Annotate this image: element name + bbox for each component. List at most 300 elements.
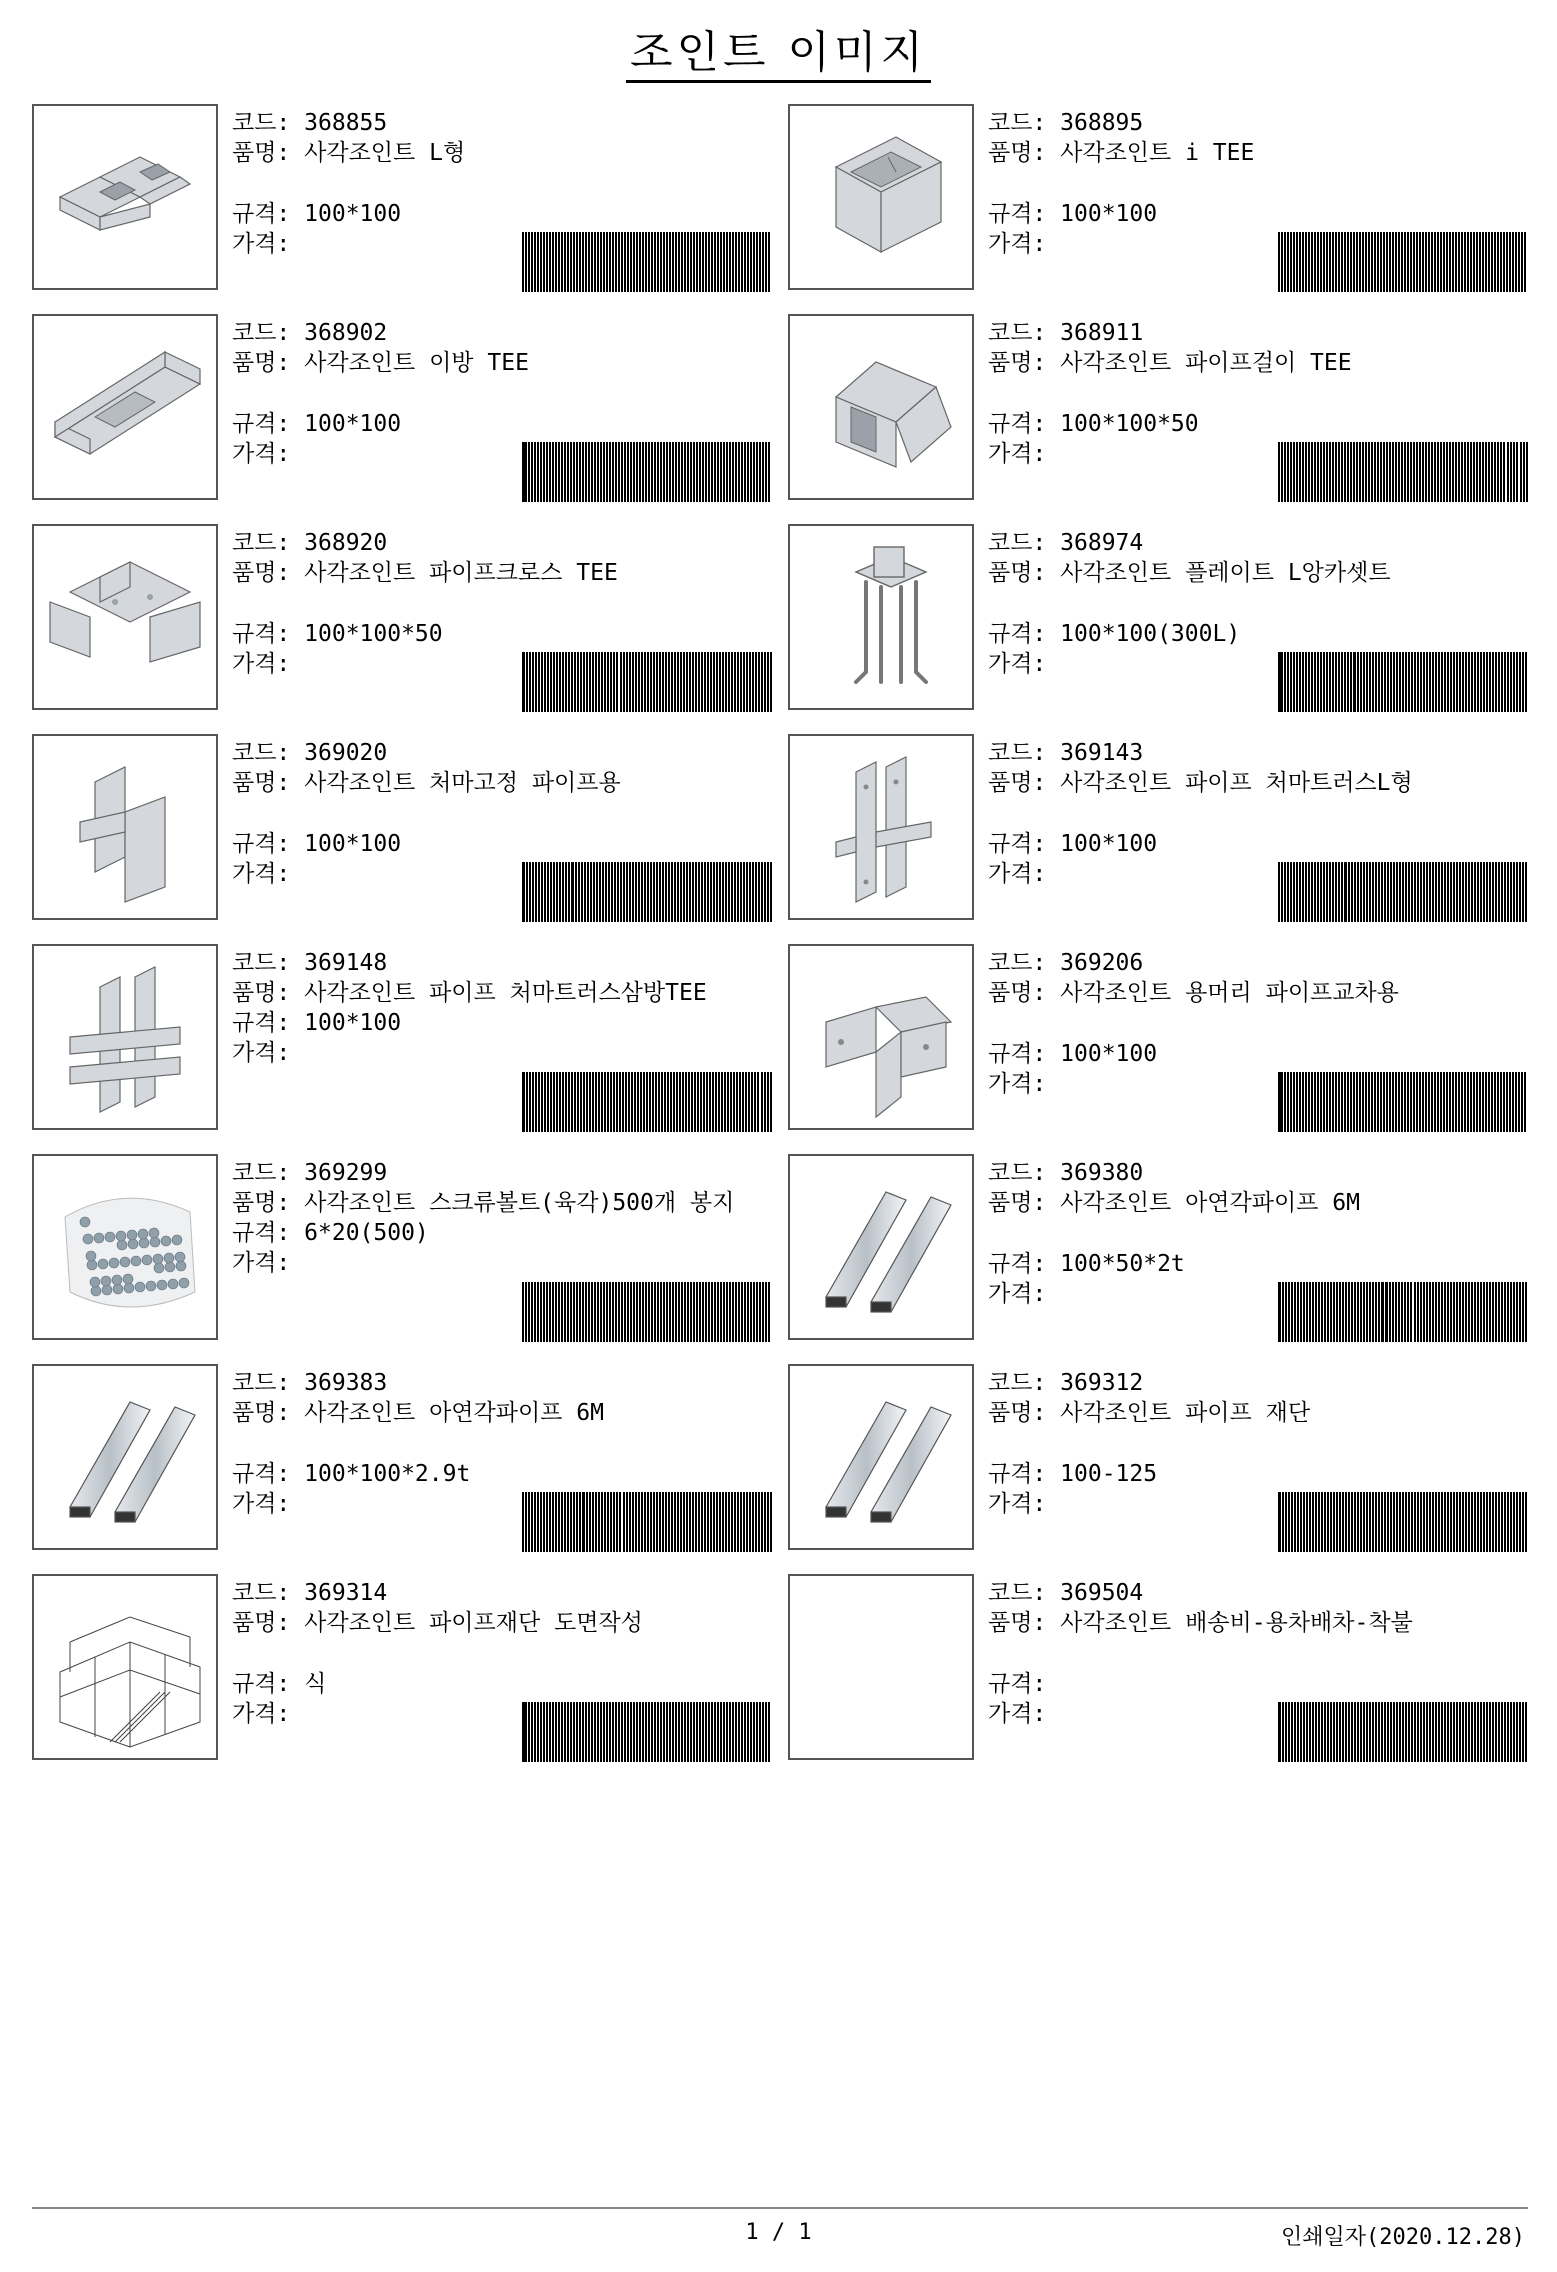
barcode-bar [1480,1282,1482,1342]
product-image [788,734,974,920]
barcode-bar [1314,1072,1316,1132]
spec-label: 규격: [988,1251,1047,1277]
barcode-bar [1384,652,1386,712]
barcode-bar [1401,442,1403,502]
barcode-bar [707,862,709,922]
barcode-bar [1330,1702,1332,1762]
barcode-bar [1471,652,1473,712]
barcode-bar [591,1702,593,1762]
barcode-bar [735,1282,737,1342]
barcode-bar [1317,1072,1319,1132]
barcode-bar [1483,862,1485,922]
barcode-bar [1369,1492,1371,1552]
barcode-bar [576,232,578,292]
barcode-bar [529,862,531,922]
barcode-bar [1338,862,1340,922]
barcode-bar [1303,1282,1305,1342]
name-label: 품명: [232,1190,291,1216]
barcode-bar [1344,862,1347,922]
barcode-bar [1492,1282,1494,1342]
barcode-bar [1504,652,1506,712]
barcode-bar [701,862,703,922]
barcode-bar [1300,1492,1302,1552]
price-label: 가격: [988,1701,1047,1727]
barcode-bar [1473,232,1475,292]
barcode-bar [1470,442,1472,502]
barcode-bar [762,1282,764,1342]
barcode-bar [1390,652,1392,712]
barcode-bar [573,1702,575,1762]
barcode-bar [1345,1282,1347,1342]
barcode-bar [1323,862,1325,922]
barcode-bar [1435,1282,1437,1342]
barcode-bar [1356,442,1358,502]
barcode-bar [695,652,697,712]
barcode-bar [629,652,631,712]
barcode-bar [1453,1702,1455,1762]
barcode-bar [1455,1072,1457,1132]
spec-value: 100*100 [1060,201,1158,227]
barcode-bar [1342,1702,1344,1762]
barcode-bar [662,862,664,922]
barcode-bar [654,442,656,502]
barcode-bar [1435,862,1437,922]
barcode-bar [1405,1702,1407,1762]
barcode-bar [526,862,528,922]
spec-value: 100*100 [304,831,402,857]
barcode-bar [1326,652,1328,712]
barcode-bar [733,1072,735,1132]
barcode-bar [522,862,525,922]
barcode [522,652,772,712]
barcode-bar [1491,442,1493,502]
barcode-bar [525,1282,527,1342]
barcode-bar [765,1282,767,1342]
barcode-bar [1402,1492,1404,1552]
barcode-bar [612,232,614,292]
barcode-bar [537,232,539,292]
barcode-bar [1429,1702,1431,1762]
barcode-bar [1425,232,1427,292]
price-label: 가격: [988,441,1047,467]
code-value: 369299 [304,1160,388,1186]
barcode-bar [1347,652,1349,712]
barcode-bar [600,1282,602,1342]
barcode-bar [690,1282,692,1342]
barcode [1278,442,1528,502]
code-row [988,1158,1528,1188]
barcode-bar [1336,1492,1338,1552]
spec-row [232,199,772,229]
barcode-bar [1444,1492,1446,1552]
barcode-bar [721,1072,723,1132]
barcode-bar [591,442,593,502]
barcode-bar [1405,652,1407,712]
barcode-bar [1353,652,1356,712]
barcode-bar [1311,652,1313,712]
barcode-bar [1503,1072,1505,1132]
barcode-bar [1468,1702,1470,1762]
barcode-bar [1284,1072,1286,1132]
product-item [32,1574,772,1764]
barcode-bar [1357,1282,1359,1342]
barcode-bar [1318,1492,1320,1552]
barcode-bar [1428,442,1430,502]
barcode-bar [1462,862,1464,922]
name-label: 품명: [988,560,1047,586]
barcode-bar [639,1282,641,1342]
barcode-bar [561,1282,563,1342]
barcode-bar [538,1072,540,1132]
barcode-bar [672,232,674,292]
barcode-bar [1458,442,1460,502]
barcode-bar [744,232,746,292]
barcode-bar [579,1282,581,1342]
product-image [32,314,218,500]
barcode-bar [1302,442,1304,502]
barcode-bar [635,652,637,712]
barcode-bar [1447,1282,1449,1342]
barcode-bar [1341,652,1343,712]
barcode-bar [632,862,634,922]
spec-label: 규격: [988,1041,1047,1067]
barcode-bar [1312,1702,1314,1762]
barcode-bar [624,232,626,292]
barcode-bar [586,1072,588,1132]
barcode-bar [636,232,638,292]
l-joint-icon [40,112,210,282]
barcode-bar [1422,442,1424,502]
spec-value: 6*20(500) [304,1220,429,1246]
barcode-bar [606,1702,608,1762]
name-value: 사각조인트 처마고정 파이프용 [304,770,621,796]
barcode-bar [725,862,727,922]
barcode-bar [1341,1072,1343,1132]
barcode-bar [1297,1702,1299,1762]
barcode-bar [680,652,682,712]
barcode-bar [668,1492,670,1552]
barcode-bar [1429,652,1431,712]
barcode-bar [726,1702,728,1762]
barcode-bar [699,232,701,292]
barcode-bar [1525,1492,1527,1552]
barcode-bar [1380,232,1382,292]
barcode-bar [570,1702,572,1762]
barcode-bar [690,232,692,292]
barcode-bar [1401,1282,1403,1342]
barcode-bar [1321,1492,1323,1552]
barcode-bar [1414,862,1416,922]
barcode-bar [555,232,557,292]
barcode-bar [1296,1072,1298,1132]
barcode-bar [647,652,649,712]
barcode-bar [564,442,566,502]
barcode-bar [636,442,638,502]
barcode-bar [1278,652,1283,712]
barcode-bar [1516,1492,1518,1552]
name-label: 품명: [988,140,1047,166]
barcode-bar [678,1282,680,1342]
barcode [522,862,772,922]
barcode-bar [1420,1702,1422,1762]
barcode-bar [681,1282,683,1342]
barcode-bar [620,862,622,922]
barcode-bar [1308,1072,1310,1132]
barcode-bar [677,652,679,712]
barcode-bar [716,1492,718,1552]
barcode-bar [1404,232,1406,292]
product-image [788,524,974,710]
barcode-bar [1359,232,1361,292]
barcode-bar [1278,442,1280,502]
barcode-bar [1441,652,1443,712]
barcode-bar [759,1282,761,1342]
barcode-bar [1523,442,1525,502]
barcode-bar [1516,1702,1518,1762]
barcode-bar [712,1072,714,1132]
barcode-bar [1368,232,1370,292]
barcode-bar [687,1702,689,1762]
barcode-bar [1285,1282,1287,1342]
barcode-bar [642,1282,644,1342]
barcode-bar [659,862,661,922]
spec-value: 100*100 [304,411,402,437]
barcode-bar [740,862,742,922]
barcode-bar [621,442,623,502]
barcode-bar [723,232,725,292]
code-row [232,948,772,978]
barcode-bar [1296,442,1298,502]
barcode-bar [1309,1492,1311,1552]
barcode-bar [684,1282,686,1342]
barcode-bar [1386,232,1388,292]
barcode-bar [1374,1072,1376,1132]
barcode-bar [1324,1702,1326,1762]
barcode-bar [1489,1282,1491,1342]
barcode-bar [1285,1702,1287,1762]
barcode-bar [1389,232,1391,292]
barcode-bar [1399,862,1401,922]
barcode-bar [1419,442,1421,502]
barcode-bar [591,1282,593,1342]
barcode-bar [682,1072,684,1132]
barcode [522,232,772,292]
barcode-bar [639,442,641,502]
barcode-bar [612,1702,614,1762]
barcode-bar [1278,232,1280,292]
barcode-bar [1510,652,1512,712]
barcode-bar [1378,1702,1380,1762]
barcode-bar [1288,1702,1290,1762]
barcode-bar [654,1702,656,1762]
barcode-bar [1402,1702,1404,1762]
barcode-bar [1438,652,1440,712]
barcode-bar [709,1072,711,1132]
spec-label: 규격: [232,1671,291,1697]
barcode-bar [1395,232,1397,292]
price-row [232,1038,772,1068]
barcode-bar [738,232,740,292]
barcode-bar [1401,1072,1403,1132]
barcode-bar [1381,862,1383,922]
barcode-bar [1452,442,1454,502]
barcode-bar [1519,862,1521,922]
barcode-bar [738,1282,740,1342]
barcode-bar [537,1702,539,1762]
barcode-bar [1413,442,1415,502]
barcode-bar [731,1492,733,1552]
barcode-bar [541,862,543,922]
barcode-bar [704,862,706,922]
barcode-bar [531,442,533,502]
barcode-bar [1520,442,1522,502]
barcode-bar [710,652,712,712]
barcode-bar [678,1702,680,1762]
barcode-bar [685,1072,687,1132]
barcode-bar [1324,1282,1326,1342]
barcode-bar [768,1282,770,1342]
barcode-bar [1420,1282,1422,1342]
barcode-bar [1516,652,1518,712]
product-item [788,1364,1528,1554]
barcode-bar [1459,1282,1461,1342]
barcode-bar [575,862,577,922]
barcode-bar [1510,1702,1512,1762]
barcode-bar [1473,1072,1475,1132]
code-value: 368974 [1060,530,1144,556]
code-label: 코드: [988,110,1047,136]
barcode-bar [576,442,578,502]
barcode-bar [1470,232,1472,292]
footer-divider [32,2207,1528,2209]
barcode-bar [1291,1492,1293,1552]
barcode-bar [607,1072,609,1132]
barcode-bar [1351,862,1353,922]
barcode-bar [732,442,734,502]
barcode-bar [1303,1702,1305,1762]
barcode-bar [1486,652,1488,712]
barcode-bar [1458,232,1460,292]
barcode-bar [1365,1072,1367,1132]
barcode-bar [534,232,536,292]
barcode-bar [734,1492,736,1552]
barcode-bar [628,1072,630,1132]
barcode-bar [1281,442,1283,502]
barcode-bar [1281,232,1283,292]
barcode-bar [644,862,646,922]
barcode-bar [724,1072,726,1132]
barcode-bar [1338,442,1340,502]
barcode-bar [1293,232,1295,292]
barcode-bar [1525,652,1527,712]
barcode-bar [1278,1702,1281,1762]
barcode-bar [1395,1282,1397,1342]
barcode-bar [1468,1492,1470,1552]
barcode-bar [591,232,593,292]
barcode-bar [690,1702,692,1762]
barcode-bar [1389,1282,1391,1342]
barcode-bar [1416,232,1418,292]
barcode-bar [755,862,757,922]
barcode-bar [1509,1072,1511,1132]
spec-row [988,829,1528,859]
barcode-bar [1306,1282,1308,1342]
barcode-bar [1522,862,1524,922]
barcode-bar [1432,862,1434,922]
barcode-bar [635,862,637,922]
barcode-bar [663,442,665,502]
barcode-bar [1399,1492,1401,1552]
barcode-bar [1483,1702,1485,1762]
barcode-bar [698,652,700,712]
barcode-bar [543,1492,545,1552]
barcode-bar [1381,1702,1383,1762]
spec-row [988,1039,1528,1069]
barcode-bar [1441,862,1443,922]
barcode-bar [1326,232,1328,292]
barcode [1278,1072,1528,1132]
name-value: 사각조인트 L형 [304,140,466,166]
barcode-bar [1392,1072,1394,1132]
product-item [788,944,1528,1134]
barcode-bar [1492,862,1494,922]
barcode-bar [1456,862,1458,922]
barcode-bar [544,1072,546,1132]
barcode-bar [729,232,731,292]
spec-row [232,1459,772,1489]
barcode-bar [693,442,695,502]
barcode-bar [764,1492,766,1552]
barcode-bar [579,232,581,292]
code-label: 코드: [988,1160,1047,1186]
barcode-bar [616,652,618,712]
barcode-bar [1494,1072,1496,1132]
barcode-bar [603,232,605,292]
barcode-bar [705,1702,707,1762]
barcode-bar [588,232,590,292]
barcode-bar [564,1492,566,1552]
barcode [1278,1702,1528,1762]
barcode-bar [1408,652,1410,712]
barcode-bar [1429,1492,1431,1552]
product-info [232,1158,772,1278]
barcode-bar [675,442,677,502]
barcode-bar [609,1282,611,1342]
barcode-bar [603,442,605,502]
barcode-bar [1309,1282,1311,1342]
barcode-bar [1498,862,1500,922]
barcode-bar [632,652,634,712]
code-value: 369312 [1060,1370,1144,1396]
barcode-bar [753,442,755,502]
barcode-bar [698,1492,700,1552]
barcode-bar [620,652,622,712]
barcode-bar [645,232,647,292]
barcode-bar [1386,442,1388,502]
barcode-bar [1404,1072,1406,1132]
barcode-bar [1321,1702,1323,1762]
barcode-bar [1383,442,1385,502]
barcode-bar [768,1702,770,1762]
barcode-bar [770,862,772,922]
barcode-bar [553,1072,555,1132]
barcode-bar [636,1282,638,1342]
name-label: 품명: [232,1610,291,1636]
barcode-bar [1341,862,1343,922]
barcode-bar [1402,652,1404,712]
barcode-bar [546,1702,548,1762]
barcode-bar [656,652,658,712]
